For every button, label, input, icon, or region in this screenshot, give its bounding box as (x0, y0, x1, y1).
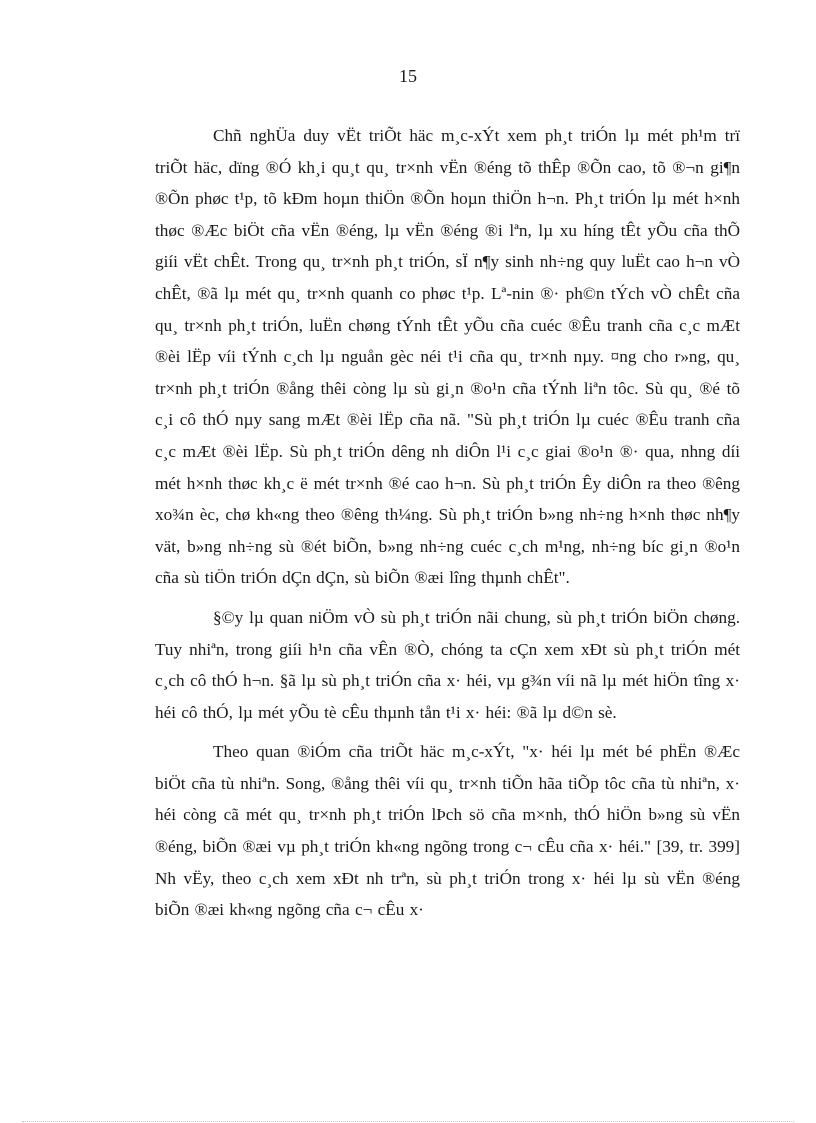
document-body (155, 120, 740, 934)
paragraph-1: Chñ nghÜa duy vËt triÕt häc m¸c-xÝt xem ph¸t triÓn lµ mét ph¹m trï triÕt häc, dïng ®Ó kh¸i qu¸t qu¸ tr×nh vËn ®éng tõ thÊp ®Õn cao, tõ ®¬n gi¶n ®Õn phøc t¹p, tõ kÐm hoµn thiÖn ®Õn hoµn thiÖn h¬n. Ph¸t triÓn lµ mét h×nh thøc ®Æc biÖt cña vËn ®éng, lµ vËn ®éng ®i lªn, lµ xu híng tÊt yÕu cña thÕ giíi vËt chÊt. Trong qu¸ tr×nh ph¸t triÓn, sÏ n¶y sinh nh÷ng quy luËt cao h¬n vÒ chÊt, ®ã lµ mét qu¸ tr×nh quanh co phøc t¹p. Lª-nin ®· ph©n tÝch vÒ chÊt cña qu¸ tr×nh ph¸t triÓn, luËn chøng tÝnh tÊt yÕu cña cuéc ®Êu tranh cña c¸c mÆt ®èi lËp víi tÝnh c¸ch lµ nguån gèc néi t¹i cña qu¸ tr×nh nµy. ¤ng cho r»ng, qu¸ tr×nh ph¸t triÓn ®ång thêi còng lµ sù gi¸n ®o¹n cña tÝnh liªn tôc. Sù qu¸ ®é tõ c¸i cô thÓ nµy sang mÆt ®èi lËp cña nã. "Sù ph¸t triÓn lµ cuéc ®Êu tranh cña c¸c mÆt ®èi lËp. Sù ph¸t triÓn dêng nh diÔn l¹i c¸c giai ®o¹n ®· qua, nhng díi mét h×nh thøc kh¸c ë mét tr×nh ®é cao h¬n. Sù ph¸t triÓn Êy diÔn ra theo ®êng xo¾n èc, chø kh«ng theo ®êng th¼ng. Sù ph¸t triÓn b»ng nh÷ng h×nh thøc nh¶y vät, b»ng nh÷ng sù ®ét biÕn, b»ng nh÷ng cuéc c¸ch m¹ng, nh÷ng bíc gi¸n ®o¹n cña sù tiÖn triÓn dÇn dÇn, sù biÕn ®æi lîng thµnh chÊt". (155, 126, 740, 588)
paragraph-3: Theo quan ®iÓm cña triÕt häc m¸c-xÝt, "x· héi lµ mét bé phËn ®Æc biÖt cña tù nhiªn. Song, ®ång thêi víi qu¸ tr×nh tiÕn hãa tiÕp tôc cña tù nhiªn, x· héi còng cã mét qu¸ tr×nh ph¸t triÓn lÞch sö cña m×nh, thÓ hiÖn b»ng sù vËn ®éng, biÕn ®æi vµ ph¸t triÓn kh«ng ngõng trong c¬ cÊu cña x· héi." [39, tr. 399] Nh vËy, theo c¸ch xem xÐt nh trªn, sù ph¸t triÓn trong x· héi lµ sù vËn ®éng biÕn ®æi kh«ng ngõng cña c¬ cÊu x· (155, 742, 740, 920)
paragraph-2: §©y lµ quan niÖm vÒ sù ph¸t triÓn nãi chung, sù ph¸t triÓn biÖn chøng. Tuy nhiªn, trong giíi h¹n cña vÊn ®Ò, chóng ta cÇn xem xÐt sù ph¸t triÓn mét c¸ch cô thÓ h¬n. §ã lµ sù ph¸t triÓn cña x· héi, vµ g¾n víi nã lµ mét hiÖn tîng x· héi cô thÓ, lµ mét yÕu tè cÊu thµnh tån t¹i x· héi: ®ã lµ d©n sè. (155, 607, 740, 722)
page-bottom-divider (22, 1121, 794, 1122)
page-number: 15 (399, 66, 417, 86)
